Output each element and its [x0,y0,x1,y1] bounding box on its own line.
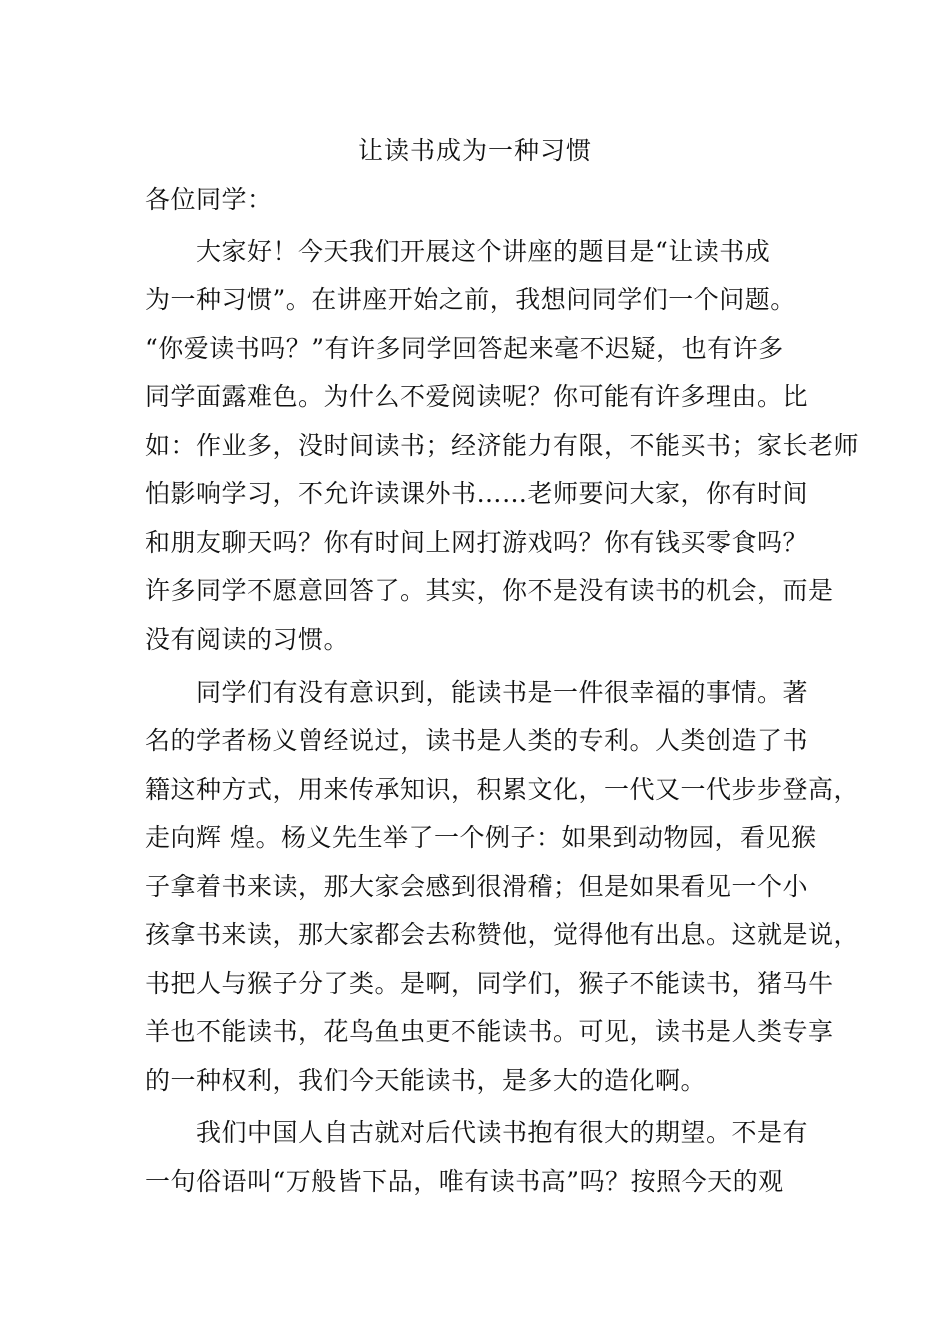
body-line-19: 的一种权利，我们今天能读书，是多大的造化啊。 [145,1066,707,1095]
body-line-1: 各位同学： [145,185,273,214]
body-line-7: 怕影响学习，不允许读课外书……老师要问大家，你有时间 [145,479,809,508]
body-line-6: 如：作业多，没时间读书；经济能力有限，不能买书；家长老师 [145,431,860,460]
body-line-17: 书把人与猴子分了类。是啊，同学们，猴子不能读书，猪马牛 [145,969,834,998]
body-line-5: 同学面露难色。为什么不爱阅读呢？你可能有许多理由。比 [145,382,809,411]
body-line-4: “你爱读书吗？”有许多同学回答起来毫不迟疑，也有许多 [145,334,784,363]
body-line-8: 和朋友聊天吗？你有时间上网打游戏吗？你有钱买零食吗？ [145,528,809,557]
body-line-15: 子拿着书来读，那大家会感到很滑稽；但是如果看见一个小 [145,872,809,901]
body-line-11: 同学们有没有意识到，能读书是一件很幸福的事情。著 [145,678,809,707]
body-line-16: 孩拿书来读，那大家都会去称赞他，觉得他有出息。这就是说， [145,920,860,949]
document-title: 让读书成为一种习惯 [357,136,592,165]
body-line-18: 羊也不能读书，花鸟鱼虫更不能读书。可见，读书是人类专享 [145,1017,834,1046]
body-line-12: 名的学者杨义曾经说过，读书是人类的专利。人类创造了书 [145,726,809,755]
body-line-20: 我们中国人自古就对后代读书抱有很大的期望。不是有 [145,1118,809,1147]
body-line-13: 籍这种方式，用来传承知识，积累文化，一代又一代步步登高， [145,775,860,804]
body-line-3: 为一种习惯”。在讲座开始之前，我想问同学们一个问题。 [145,285,796,314]
body-line-2: 大家好！今天我们开展这个讲座的题目是“让读书成 [145,237,771,266]
body-line-14: 走向辉 煌。杨义先生举了一个例子：如果到动物园，看见猴 [145,823,817,852]
body-line-9: 许多同学不愿意回答了。其实，你不是没有读书的机会，而是 [145,576,834,605]
body-line-21: 一句俗语叫“万般皆下品，唯有读书高”吗？按照今天的观 [145,1167,784,1196]
body-line-10: 没有阅读的习惯。 [145,625,350,654]
